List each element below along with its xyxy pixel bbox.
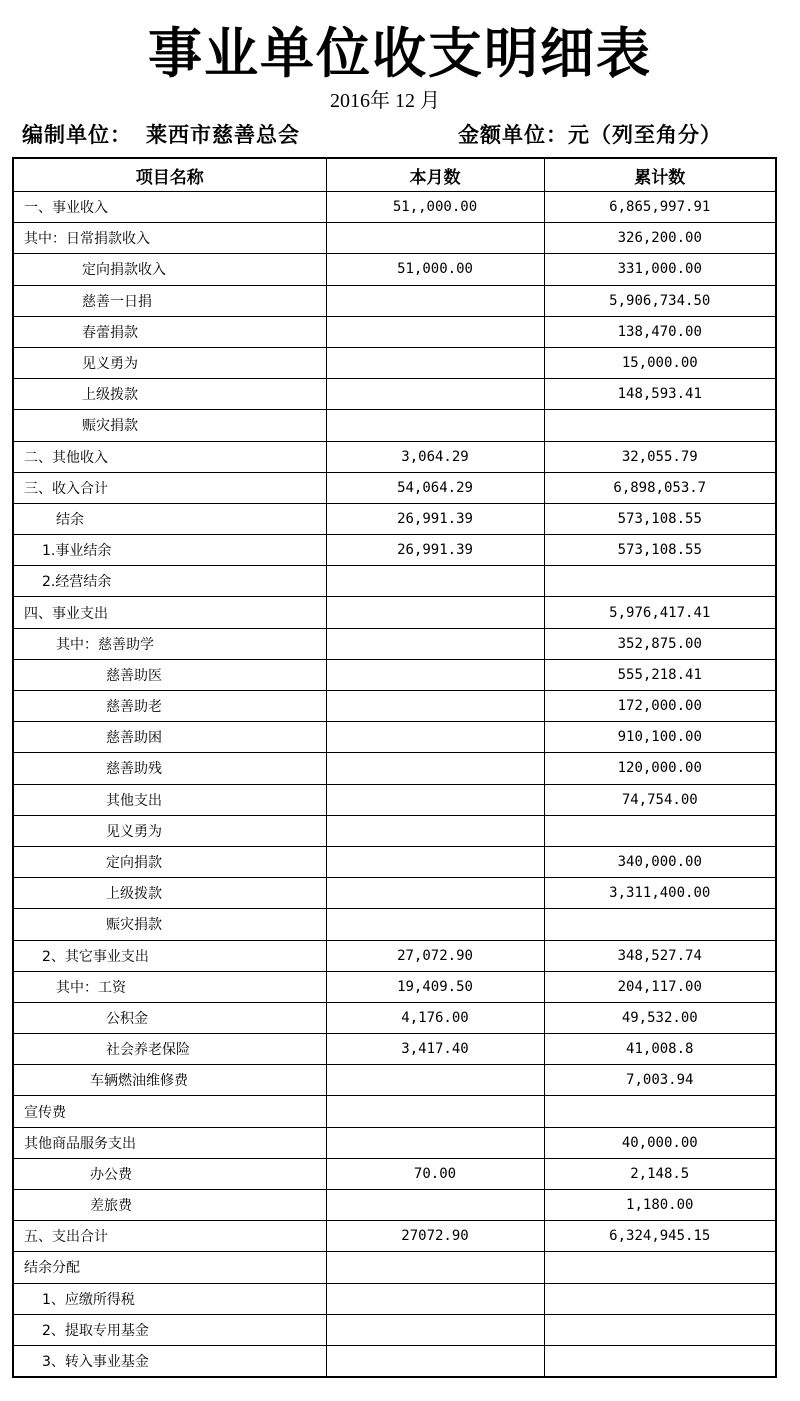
table-row <box>13 597 776 628</box>
prepared-by-label: 编制单位： <box>22 123 132 147</box>
cumulative-amount-cell: 6,865,997.91 <box>544 192 776 223</box>
item-name-cell: 慈善助困 <box>13 722 326 753</box>
cumulative-amount-cell: 573,108.55 <box>544 503 776 534</box>
table-row <box>13 566 776 597</box>
item-name-cell: 其中：日常捐款收入 <box>13 223 326 254</box>
table-row <box>13 1158 776 1189</box>
item-name-cell: 定向捐款 <box>13 846 326 877</box>
item-name-cell: 社会养老保险 <box>13 1034 326 1065</box>
table-row <box>13 722 776 753</box>
cumulative-amount-cell <box>544 1096 776 1127</box>
month-amount-cell <box>326 223 544 254</box>
cumulative-amount-cell: 40,000.00 <box>544 1127 776 1158</box>
item-name-cell: 差旅费 <box>13 1190 326 1221</box>
cumulative-amount-cell: 15,000.00 <box>544 347 776 378</box>
report-period: 2016年 12 月 <box>330 90 440 112</box>
month-amount-cell <box>326 1314 544 1345</box>
cumulative-amount-cell: 5,976,417.41 <box>544 597 776 628</box>
table-row <box>13 1127 776 1158</box>
item-name-cell: 其中：慈善助学 <box>13 628 326 659</box>
table-row <box>13 441 776 472</box>
cumulative-amount-cell: 6,324,945.15 <box>544 1221 776 1252</box>
item-name-cell: 其他支出 <box>13 784 326 815</box>
item-name-cell: 公积金 <box>13 1002 326 1033</box>
table-row <box>13 503 776 534</box>
document-title: 事业单位收支明细表 <box>148 21 652 85</box>
item-name-cell: 三、收入合计 <box>13 472 326 503</box>
item-name-cell: 四、事业支出 <box>13 597 326 628</box>
table-row <box>13 1002 776 1033</box>
cumulative-amount-cell: 6,898,053.7 <box>544 472 776 503</box>
month-amount-cell <box>326 815 544 846</box>
month-amount-cell <box>326 1190 544 1221</box>
item-name-cell: 慈善助医 <box>13 659 326 690</box>
item-name-cell: 其中：工资 <box>13 971 326 1002</box>
cumulative-amount-cell <box>544 566 776 597</box>
cumulative-amount-cell: 7,003.94 <box>544 1065 776 1096</box>
cumulative-amount-cell <box>544 1252 776 1283</box>
month-amount-cell <box>326 566 544 597</box>
item-name-cell: 赈灾捐款 <box>13 410 326 441</box>
prepared-by <box>22 119 314 149</box>
header-cumulative: 累计数 <box>544 158 776 192</box>
item-name-cell: 慈善助老 <box>13 691 326 722</box>
item-name-cell: 慈善一日捐 <box>13 285 326 316</box>
month-amount-cell <box>326 410 544 441</box>
month-amount-cell <box>326 597 544 628</box>
month-amount-cell: 3,417.40 <box>326 1034 544 1065</box>
month-amount-cell: 4,176.00 <box>326 1002 544 1033</box>
cumulative-amount-cell: 2,148.5 <box>544 1158 776 1189</box>
item-name-cell: 其他商品服务支出 <box>13 1127 326 1158</box>
month-amount-cell: 3,064.29 <box>326 441 544 472</box>
item-name-cell: 慈善助残 <box>13 753 326 784</box>
month-amount-cell <box>326 1345 544 1377</box>
month-amount-cell: 27072.90 <box>326 1221 544 1252</box>
month-amount-cell <box>326 1283 544 1314</box>
table-row <box>13 691 776 722</box>
cumulative-amount-cell <box>544 815 776 846</box>
table-row <box>13 659 776 690</box>
month-amount-cell <box>326 628 544 659</box>
cumulative-amount-cell: 555,218.41 <box>544 659 776 690</box>
cumulative-amount-cell: 49,532.00 <box>544 1002 776 1033</box>
table-row <box>13 940 776 971</box>
table-row <box>13 971 776 1002</box>
cumulative-amount-cell: 204,117.00 <box>544 971 776 1002</box>
table-row <box>13 1065 776 1096</box>
month-amount-cell <box>326 846 544 877</box>
month-amount-cell <box>326 909 544 940</box>
item-name-cell: 办公费 <box>13 1158 326 1189</box>
item-name-cell: 五、支出合计 <box>13 1221 326 1252</box>
item-name-cell: 宣传费 <box>13 1096 326 1127</box>
table-row <box>13 472 776 503</box>
amount-unit-label: 金额单位： <box>458 123 568 147</box>
item-name-cell: 2.经营结余 <box>13 566 326 597</box>
month-amount-cell: 70.00 <box>326 1158 544 1189</box>
item-name-cell: 1.事业结余 <box>13 535 326 566</box>
month-amount-cell <box>326 753 544 784</box>
cumulative-amount-cell: 3,311,400.00 <box>544 878 776 909</box>
month-amount-cell <box>326 1065 544 1096</box>
item-name-cell: 结余 <box>13 503 326 534</box>
cumulative-amount-cell <box>544 909 776 940</box>
table-row <box>13 1252 776 1283</box>
month-amount-cell <box>326 379 544 410</box>
month-amount-cell: 54,064.29 <box>326 472 544 503</box>
cumulative-amount-cell: 352,875.00 <box>544 628 776 659</box>
cumulative-amount-cell <box>544 1345 776 1377</box>
cumulative-amount-cell: 1,180.00 <box>544 1190 776 1221</box>
cumulative-amount-cell: 148,593.41 <box>544 379 776 410</box>
table-row <box>13 192 776 223</box>
amount-unit-value: 元（列至角分） <box>568 123 722 147</box>
item-name-cell: 结余分配 <box>13 1252 326 1283</box>
month-amount-cell <box>326 1127 544 1158</box>
month-amount-cell <box>326 784 544 815</box>
table-row <box>13 347 776 378</box>
item-name-cell: 一、事业收入 <box>13 192 326 223</box>
table-row <box>13 1190 776 1221</box>
item-name-cell: 车辆燃油维修费 <box>13 1065 326 1096</box>
month-amount-cell <box>326 878 544 909</box>
month-amount-cell: 27,072.90 <box>326 940 544 971</box>
month-amount-cell <box>326 316 544 347</box>
cumulative-amount-cell <box>544 1283 776 1314</box>
cumulative-amount-cell <box>544 1314 776 1345</box>
table-row <box>13 410 776 441</box>
cumulative-amount-cell: 5,906,734.50 <box>544 285 776 316</box>
item-name-cell: 3、转入事业基金 <box>13 1345 326 1377</box>
month-amount-cell: 51,,000.00 <box>326 192 544 223</box>
item-name-cell: 见义勇为 <box>13 815 326 846</box>
cumulative-amount-cell: 326,200.00 <box>544 223 776 254</box>
item-name-cell: 上级拨款 <box>13 379 326 410</box>
month-amount-cell <box>326 1252 544 1283</box>
item-name-cell: 2、其它事业支出 <box>13 940 326 971</box>
table-row <box>13 285 776 316</box>
table-row <box>13 846 776 877</box>
item-name-cell: 赈灾捐款 <box>13 909 326 940</box>
header-item-name: 项目名称 <box>13 158 326 192</box>
item-name-cell: 定向捐款收入 <box>13 254 326 285</box>
cumulative-amount-cell: 910,100.00 <box>544 722 776 753</box>
table-row <box>13 628 776 659</box>
table-row <box>13 815 776 846</box>
item-name-cell: 见义勇为 <box>13 347 326 378</box>
cumulative-amount-cell: 32,055.79 <box>544 441 776 472</box>
cumulative-amount-cell: 120,000.00 <box>544 753 776 784</box>
item-name-cell: 上级拨款 <box>13 878 326 909</box>
cumulative-amount-cell: 172,000.00 <box>544 691 776 722</box>
cumulative-amount-cell: 331,000.00 <box>544 254 776 285</box>
month-amount-cell: 51,000.00 <box>326 254 544 285</box>
table-row <box>13 1034 776 1065</box>
month-amount-cell: 19,409.50 <box>326 971 544 1002</box>
month-amount-cell: 26,991.39 <box>326 535 544 566</box>
cumulative-amount-cell: 74,754.00 <box>544 784 776 815</box>
table-row <box>13 1283 776 1314</box>
month-amount-cell: 26,991.39 <box>326 503 544 534</box>
month-amount-cell <box>326 659 544 690</box>
month-amount-cell <box>326 1096 544 1127</box>
table-row <box>13 316 776 347</box>
table-row <box>13 1096 776 1127</box>
table-row <box>13 1314 776 1345</box>
cumulative-amount-cell: 348,527.74 <box>544 940 776 971</box>
table-row <box>13 753 776 784</box>
table-row <box>13 784 776 815</box>
table-row <box>13 379 776 410</box>
cumulative-amount-cell <box>544 410 776 441</box>
prepared-by-value: 莱西市慈善总会 <box>146 123 300 147</box>
cumulative-amount-cell: 138,470.00 <box>544 316 776 347</box>
month-amount-cell <box>326 347 544 378</box>
table-row <box>13 1345 776 1377</box>
month-amount-cell <box>326 285 544 316</box>
cumulative-amount-cell: 41,008.8 <box>544 1034 776 1065</box>
amount-unit <box>458 119 736 149</box>
item-name-cell: 春蕾捐款 <box>13 316 326 347</box>
table-row <box>13 535 776 566</box>
table-row <box>13 1221 776 1252</box>
table-row <box>13 878 776 909</box>
month-amount-cell <box>326 722 544 753</box>
header-month: 本月数 <box>326 158 544 192</box>
table-row <box>13 909 776 940</box>
month-amount-cell <box>326 691 544 722</box>
table-header-row <box>13 158 776 192</box>
cumulative-amount-cell: 340,000.00 <box>544 846 776 877</box>
table-row <box>13 254 776 285</box>
item-name-cell: 1、应缴所得税 <box>13 1283 326 1314</box>
table-row <box>13 223 776 254</box>
item-name-cell: 2、提取专用基金 <box>13 1314 326 1345</box>
cumulative-amount-cell: 573,108.55 <box>544 535 776 566</box>
item-name-cell: 二、其他收入 <box>13 441 326 472</box>
income-expense-table <box>12 157 777 1378</box>
